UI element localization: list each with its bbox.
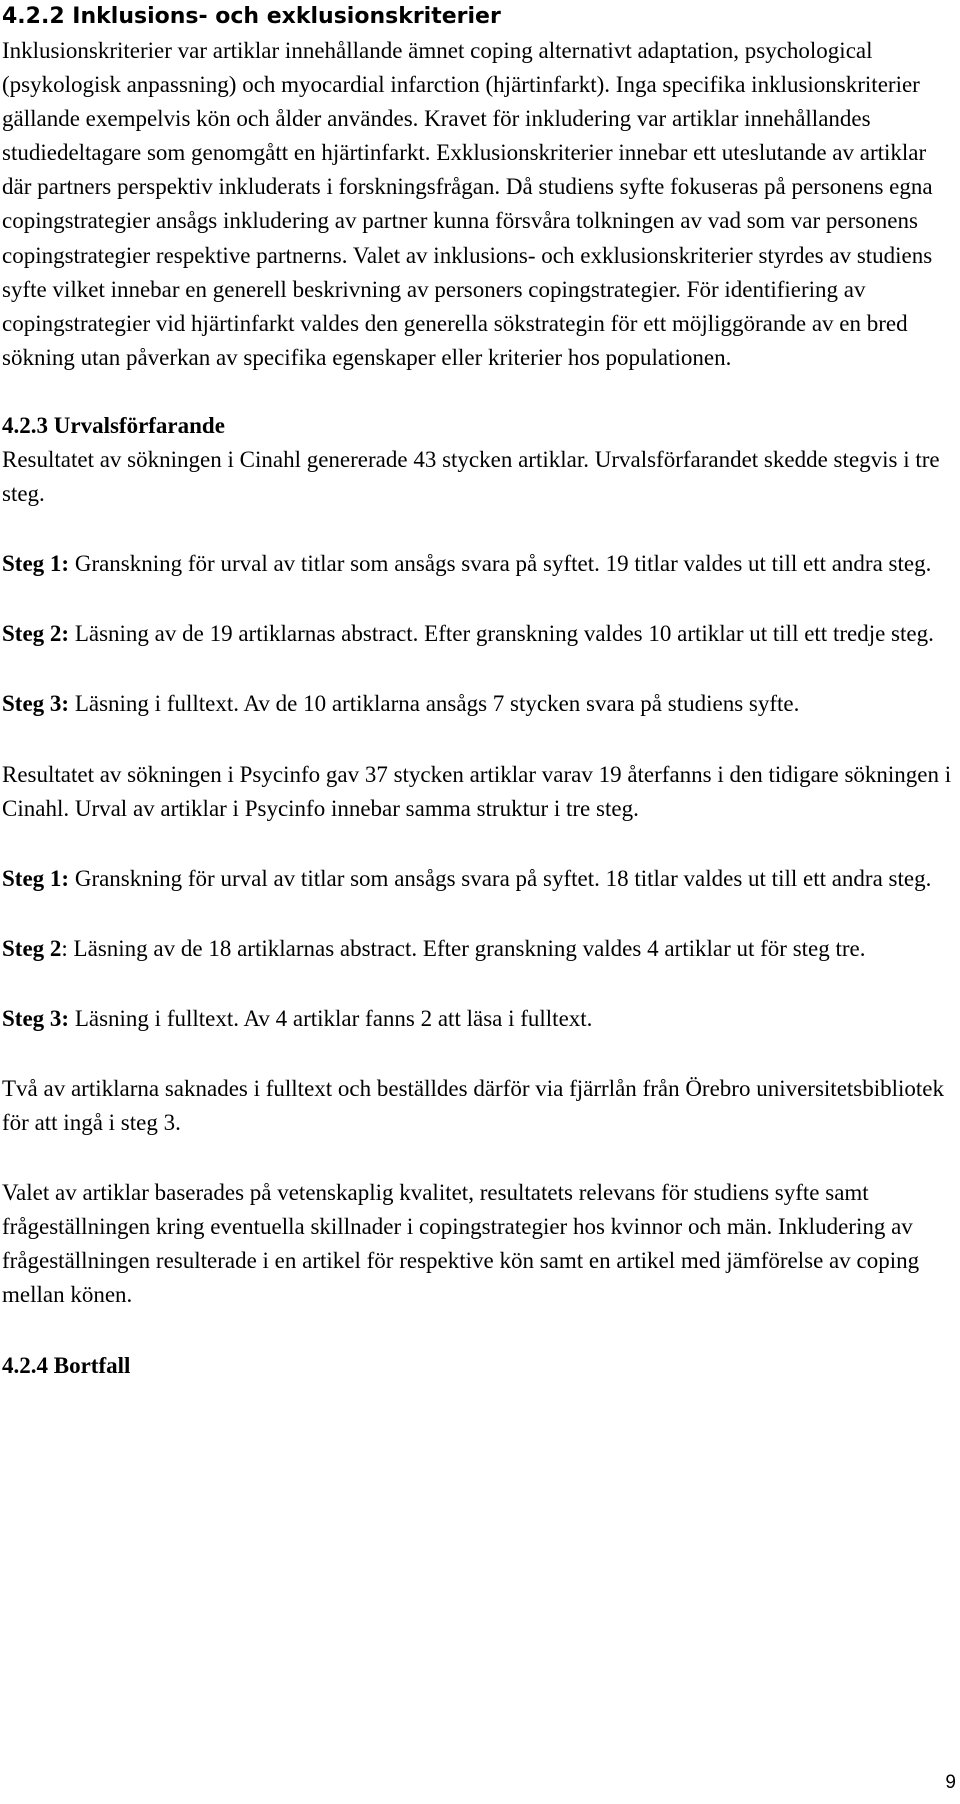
step-text: Läsning i fulltext. Av 4 artiklar fanns 2 att läsa i fulltext.: [69, 1005, 593, 1031]
paragraph-spacer: [2, 966, 957, 1002]
step-label: Steg 2: [2, 935, 62, 961]
cinahl-intro-paragraph: Resultatet av sökningen i Cinahl genererade 43 stycken artiklar. Urvalsförfarandet skedde stegvis i tre steg.: [2, 447, 940, 507]
paragraph-spacer: [2, 1140, 957, 1176]
cinahl-step-1: [2, 547, 957, 581]
paragraph-spacer: [2, 826, 957, 862]
cinahl-step-3: [2, 687, 957, 721]
step-text: Granskning för urval av titlar som ansågs svara på syftet. 19 titlar valdes ut till ett andra steg.: [69, 551, 932, 577]
step-label: Steg 2:: [2, 621, 70, 647]
step-text: Granskning för urval av titlar som ansågs svara på syftet. 18 titlar valdes ut till ett andra steg.: [69, 865, 932, 891]
step-text: Läsning av de 19 artiklarnas abstract. Efter granskning valdes 10 artiklar ut till ett tredje steg.: [69, 621, 934, 647]
cinahl-step-2: [2, 617, 957, 651]
psycinfo-step-3: [2, 1002, 957, 1036]
paragraph-spacer: [2, 896, 957, 932]
missing-fulltext-paragraph: Två av artiklarna saknades i fulltext och beställdes därför via fjärrlån från Örebro universitetsbibliotek för att ingå i steg 3.: [2, 1075, 945, 1136]
paragraph-spacer: [2, 1313, 957, 1349]
section-heading-4-2-3: 4.2.3 Urvalsförfarande: [2, 412, 225, 438]
psycinfo-step-2: [2, 932, 957, 966]
paragraph-spacer: [2, 651, 957, 687]
section-heading-4-2-2: 4.2.2 Inklusions- och exklusionskriterier: [2, 4, 501, 29]
inclusion-exclusion-paragraph: Inklusionskriterier var artiklar innehållande ämnet coping alternativt adaptation, psychological (psykologisk anpassning) och myocardial infarction (hjärtinfarkt). Inga specifika inklusionskriterier gällande exempelvis kön och ålder användes. Kravet för inkludering var artiklar innehållandes studiedeltagare som genomgått en hjärtinfarkt. Exklusionskriterier innebar ett uteslutande av artiklar där partners perspektiv inkluderats i forskningsfrågan. Då studiens syfte fokuseras på personens egna copingstrategier ansågs inkludering av partner kunna försvåra tolkningen av vad som var personens copingstrategier respektive partnerns. Valet av inklusions- och exklusionskriterier styrdes av studiens syfte vilket innebar en generell beskrivning av personers copingstrategier. För identifiering av copingstrategier vid hjärtinfarkt valdes den generella sökstrategin för ett möjliggörande av en bred sökning utan påverkan av specifika egenskaper eller kriterier hos populationen.: [2, 38, 933, 370]
page-content: [2, 0, 957, 1383]
paragraph-spacer: [2, 1036, 957, 1072]
psycinfo-intro-paragraph: Resultatet av sökningen i Psycinfo gav 37 stycken artiklar varav 19 återfanns i den tidigare sökningen i Cinahl. Urval av artiklar i Psycinfo innebar samma struktur i tre steg.: [2, 761, 952, 821]
step-label: Steg 3:: [2, 691, 70, 717]
step-label: Steg 1:: [2, 865, 70, 891]
step-label: Steg 1:: [2, 551, 70, 577]
selection-basis-paragraph: Valet av artiklar baserades på vetenskaplig kvalitet, resultatets relevans för studiens syfte samt frågeställningen kring eventuella skillnader i copingstrategier hos kvinnor och män. Inkludering av frågeställningen resulterade i en artikel för respektive kön samt en artikel med jämförelse av coping mellan könen.: [2, 1180, 920, 1308]
paragraph-spacer: [2, 511, 957, 547]
paragraph-spacer: [2, 375, 957, 409]
psycinfo-step-1: [2, 862, 957, 896]
paragraph-spacer: [2, 722, 957, 758]
step-text: Läsning i fulltext. Av de 10 artiklarna ansågs 7 stycken svara på studiens syfte.: [69, 691, 800, 717]
section-heading-4-2-4: 4.2.4 Bortfall: [2, 1352, 131, 1378]
paragraph-spacer: [2, 581, 957, 617]
page-number: 9: [945, 1772, 956, 1793]
step-text: : Läsning av de 18 artiklarnas abstract. Efter granskning valdes 4 artiklar ut för steg tre.: [61, 935, 866, 961]
step-label: Steg 3:: [2, 1005, 70, 1031]
